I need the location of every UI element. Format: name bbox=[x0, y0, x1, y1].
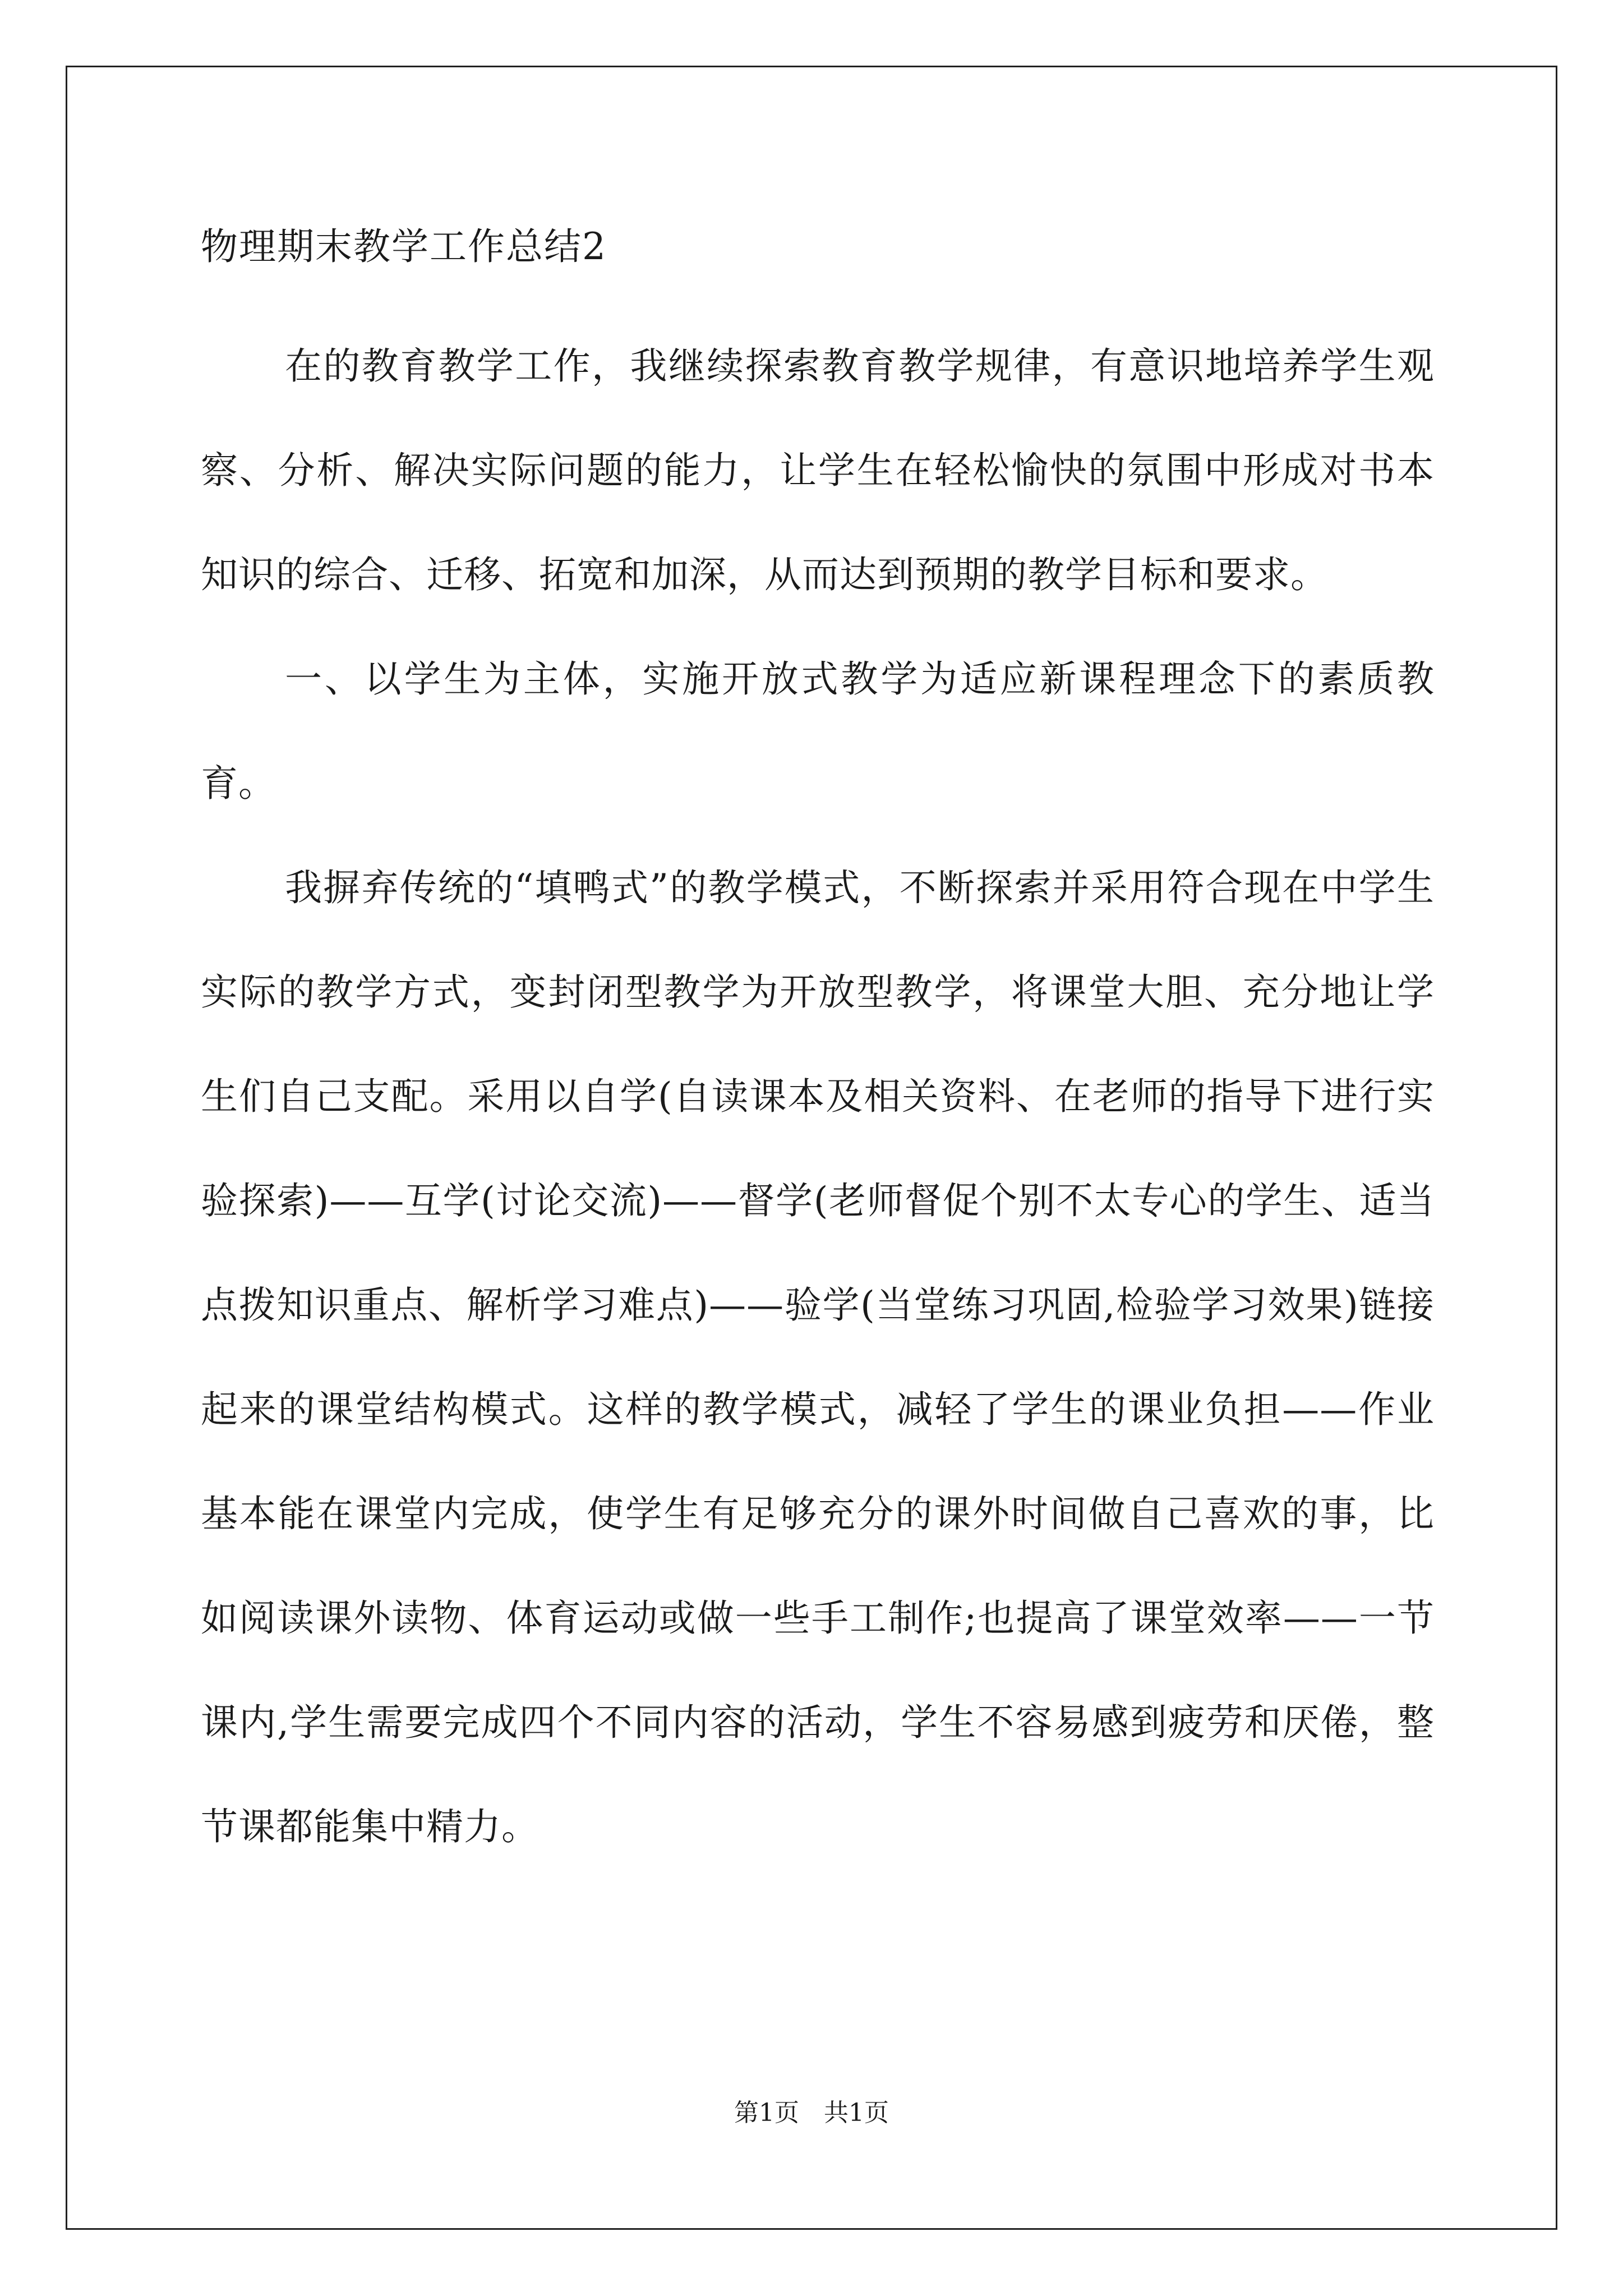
paragraph-section-one: 一、以学生为主体，实施开放式教学为适应新课程理念下的素质教育。 bbox=[201, 657, 1435, 805]
paragraph-intro: 在的教育教学工作，我继续探索教育教学规律，有意识地培养学生观察、分析、解决实际问题的能力，让学生在轻松愉快的氛围中形成对书本知识的综合、迁移、拓宽和加深，从而达到预期的教学目标和要求。 bbox=[201, 344, 1435, 596]
paragraph-teaching-mode: 我摒弃传统的“填鸭式”的教学模式，不断探索并采用符合现在中学生实际的教学方式，变封闭型教学为开放型教学，将课堂大胆、充分地让学生们自己支配。采用以自学(自读课本及相关资料、在老师的指导下进行实验探索)——互学(讨论交流)——督学(老师督促个别不太专心的学生、适当点拨知识重点、解析学习难点)——验学(当堂练习巩固,检验学习效果)链接起来的课堂结构模式。这样的教学模式，减轻了学生的课业负担——作业基本能在课堂内完成，使学生有足够充分的课外时间做自己喜欢的事，比如阅读课外读物、体育运动或做一些手工制作;也提高了课堂效率——一节课内,学生需要完成四个不同内容的活动，学生不容易感到疲劳和厌倦，整节课都能集中精力。 bbox=[201, 866, 1435, 1848]
document-body bbox=[201, 213, 1435, 1879]
page-footer: 第1页 共1页 bbox=[734, 2099, 889, 2127]
document-title: 物理期末教学工作总结2 bbox=[201, 225, 607, 268]
